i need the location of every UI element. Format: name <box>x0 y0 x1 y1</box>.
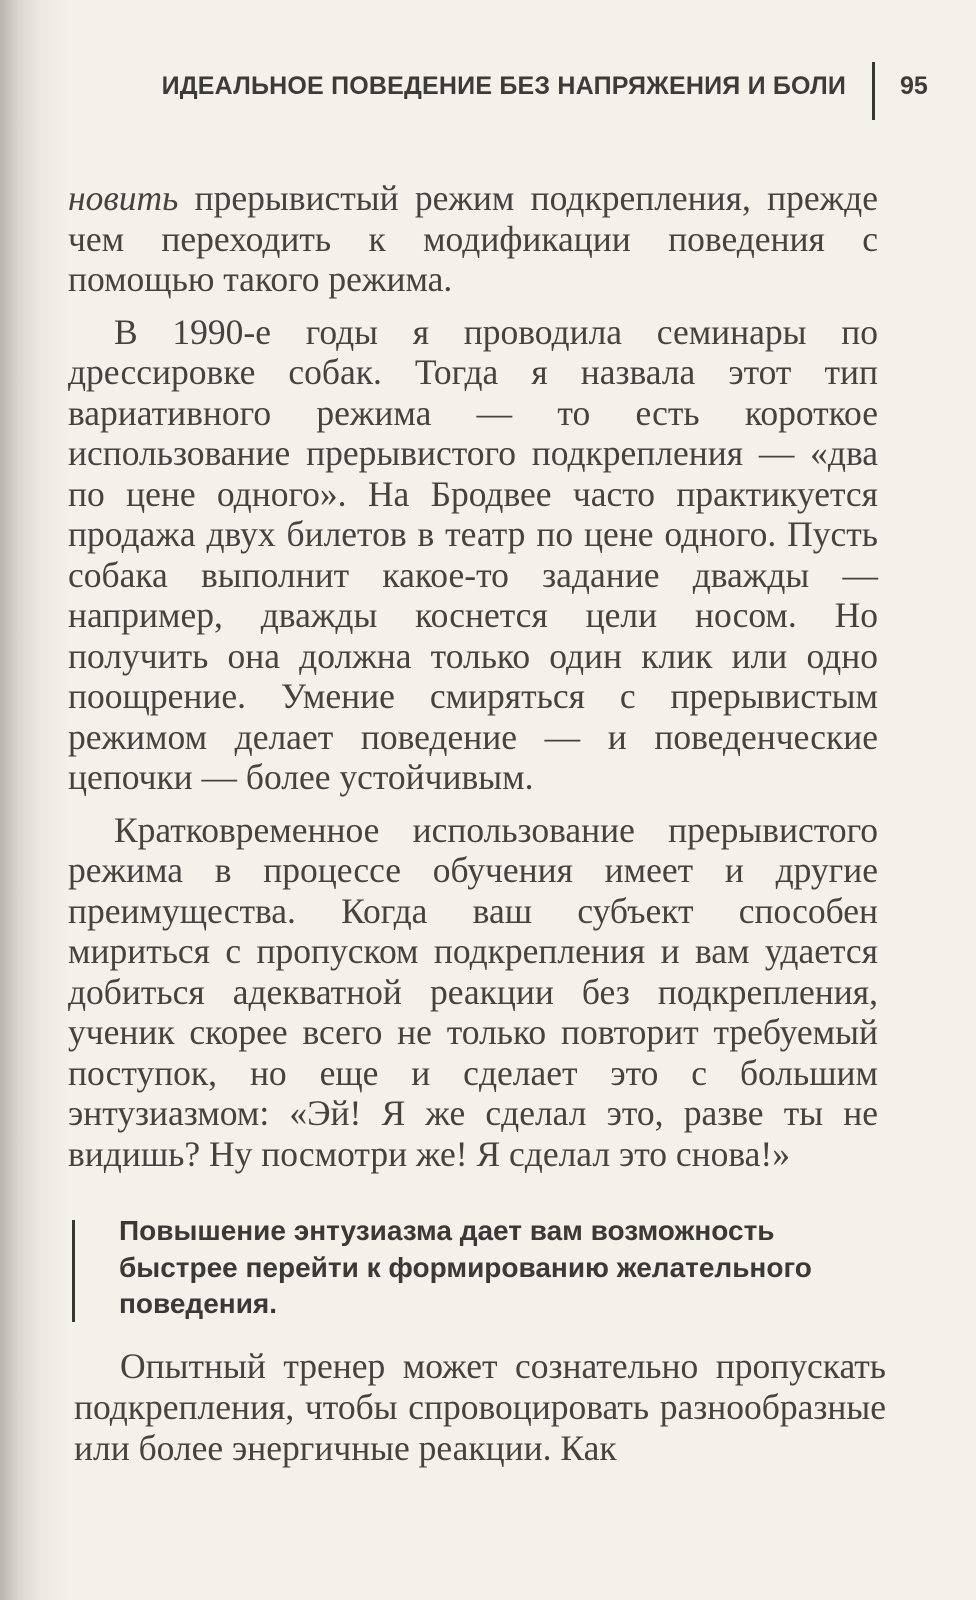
paragraph: Опытный тренер может сознательно пропускать подкрепления, чтобы спровоцировать разнообразные или более энергичные реакции. Как <box>74 1346 886 1468</box>
paragraph: Кратковременное использование прерывистого режима в процессе обучения имеет и другие преимущества. Когда ваш субъект способен мириться с пропуском подкрепления и вам удается добиться адекватной реакции без подкрепления, ученик скорее всего не только повторит требуемый поступок, но еще и сделает это с большим энтузиазмом: «Эй! Я же сделал это, разве ты не видишь? Ну посмотри же! Я сделал это снова!» <box>68 809 878 1174</box>
header-divider <box>872 62 875 120</box>
paragraph: В 1990-е годы я проводила семинары по дрессировке собак. Тогда я назвала этот тип вариативного режима — то есть короткое использование прерывистого подкрепления — «два по цене одного». На Бродвее часто практикуется продажа двух билетов в театр по цене одного. Пусть собака выполнит какое-то задание дважды — например, дважды коснется цели носом. Но получить она должна только один клик или одно поощрение. Умение смиряться с прерывистым режимом делает поведение — и поведенческие цепочки — более устойчивым. <box>68 311 878 797</box>
callout-text: Повышение энтузиазма дает вам возможность быстрее перейти к формированию желательного поведения. <box>119 1215 812 1319</box>
page-header <box>0 62 976 122</box>
page-number: 95 <box>900 72 928 100</box>
paragraph-continuation <box>68 178 878 300</box>
running-title: ИДЕАЛЬНОЕ ПОВЕДЕНИЕ БЕЗ НАПРЯЖЕНИЯ И БОЛИ <box>161 72 846 100</box>
main-text <box>68 178 878 1174</box>
italic-word: новить <box>68 178 179 218</box>
callout-box <box>72 1215 891 1322</box>
paragraph-text: прерывистый режим подкрепления, прежде чем переходить к модификации поведения с помощью такого режима. <box>68 178 878 299</box>
